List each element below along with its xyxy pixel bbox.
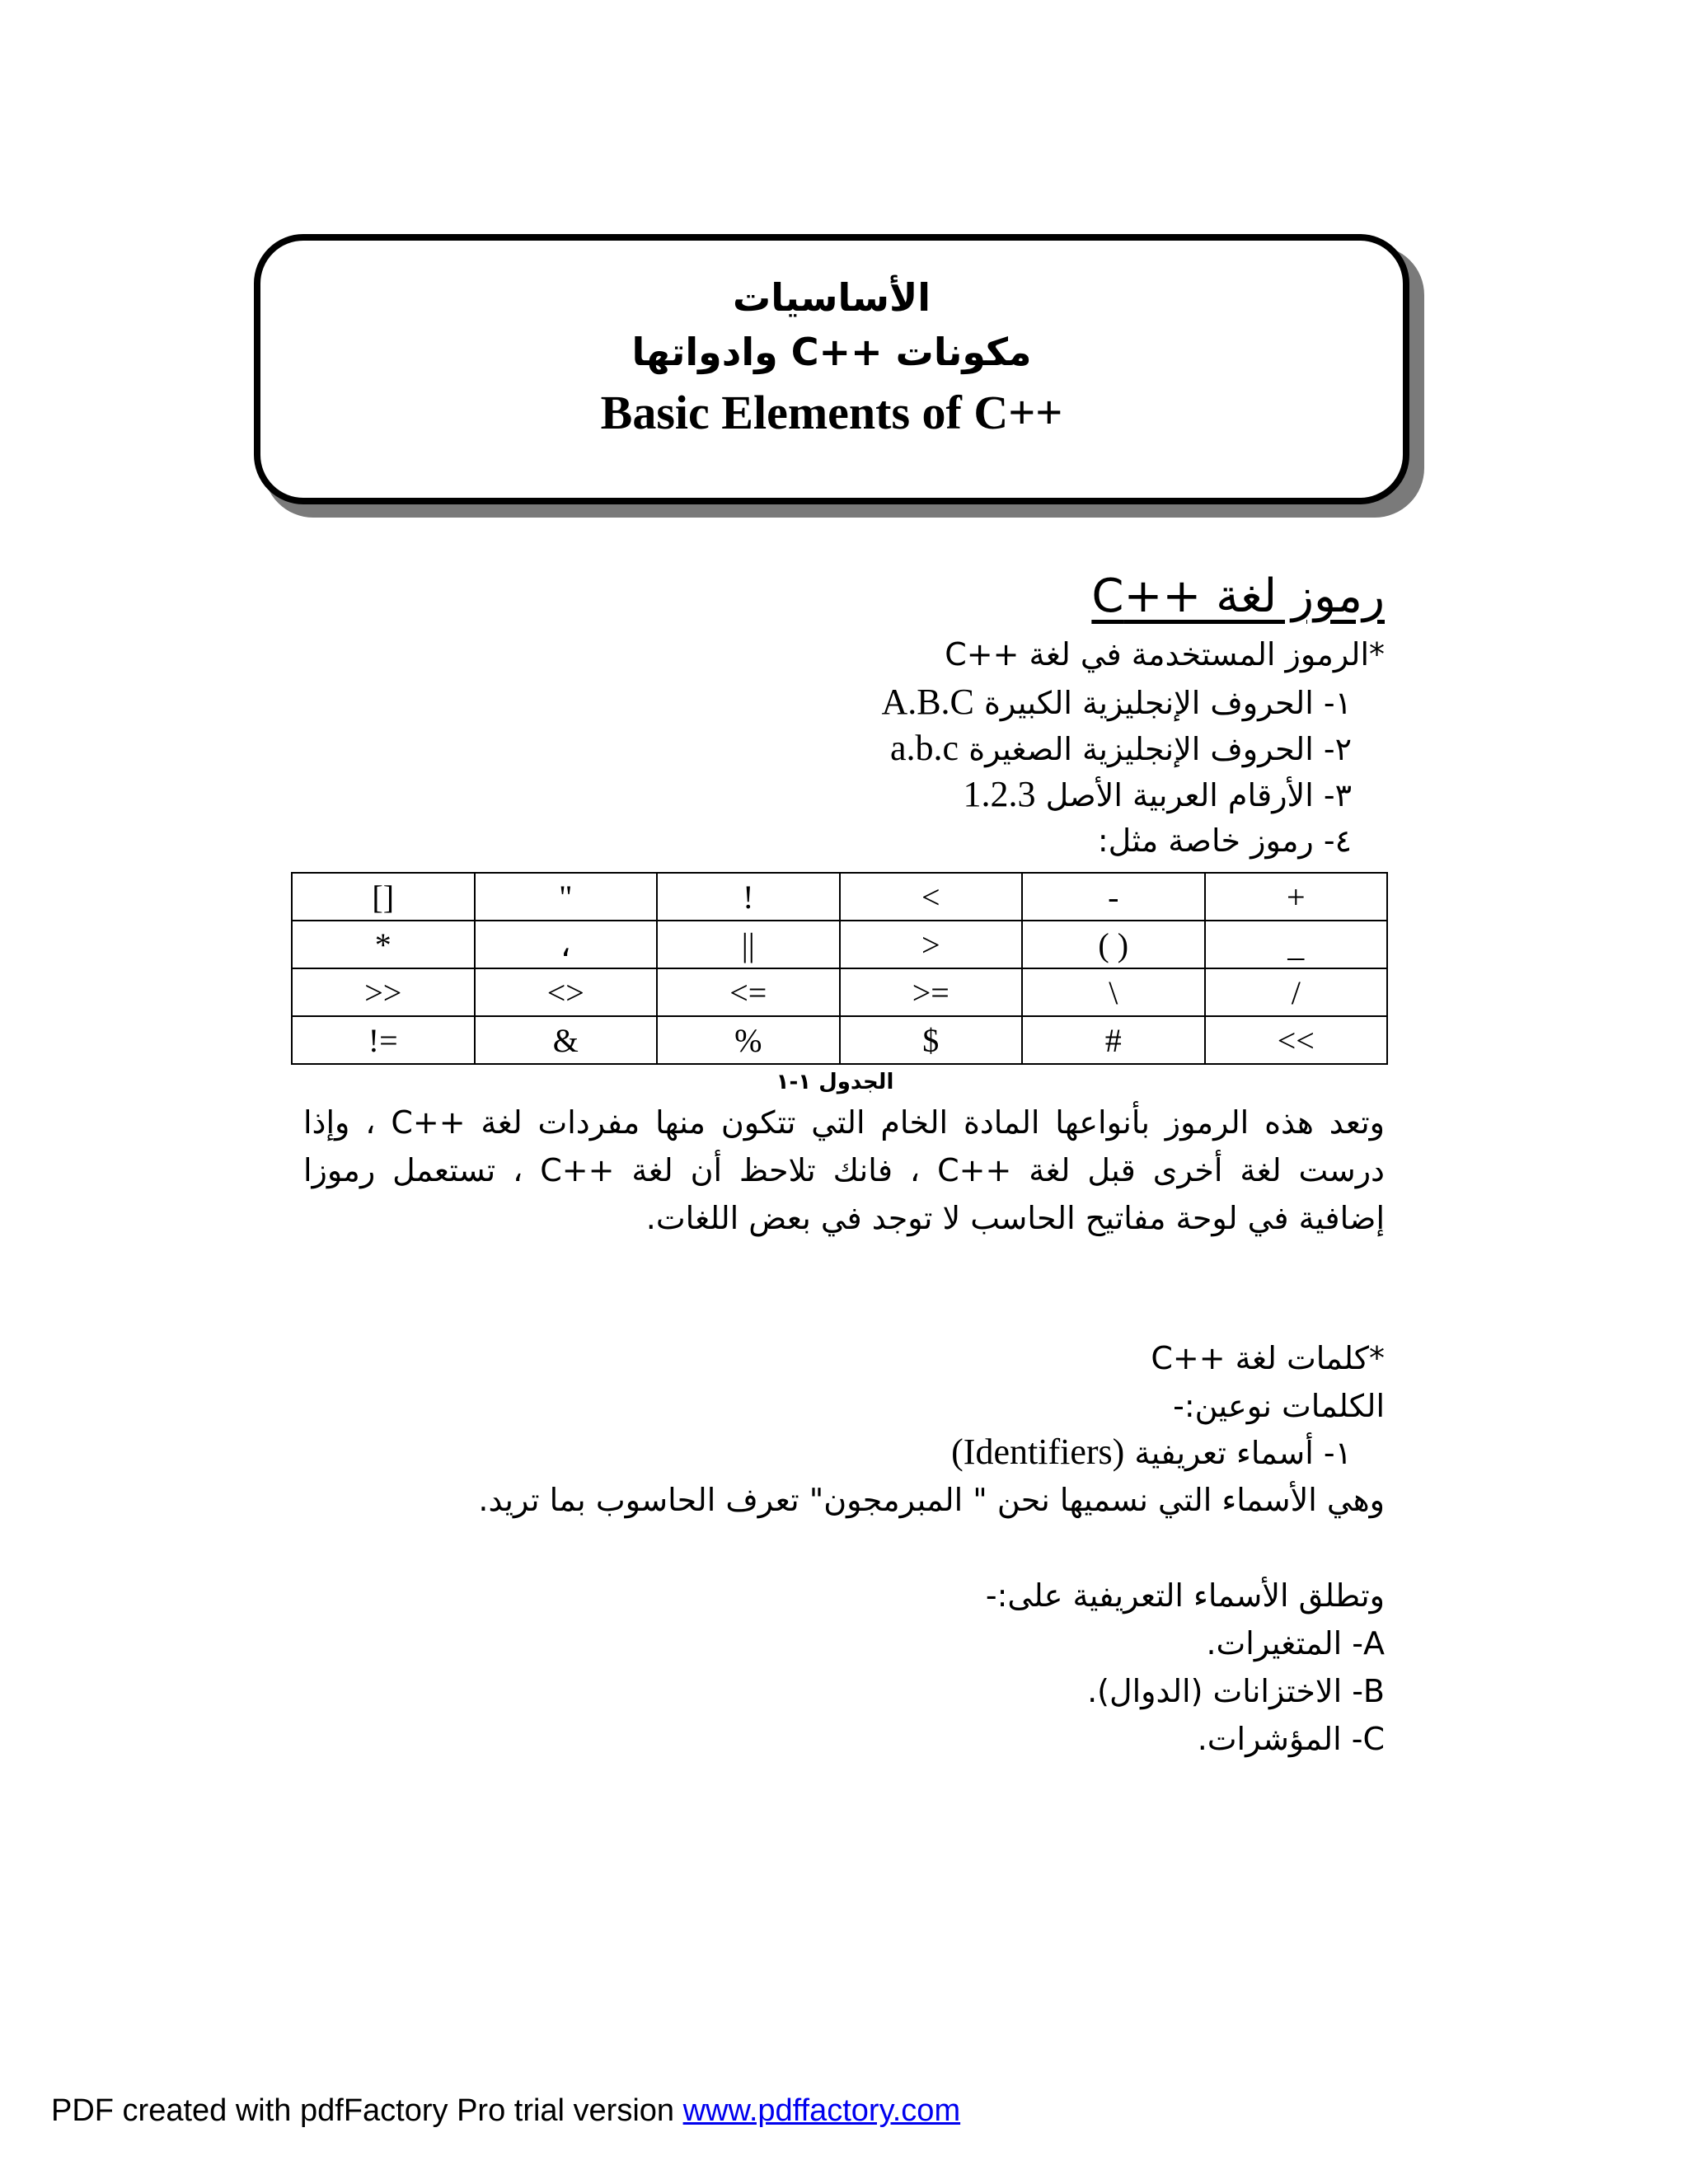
table-cell: > bbox=[840, 921, 1023, 968]
list-item-text: ٢- الحروف الإنجليزية الصغيرة bbox=[968, 731, 1352, 767]
symbols-table bbox=[291, 872, 1388, 1065]
table-cell: \ bbox=[1022, 968, 1205, 1016]
table-cell: <= bbox=[657, 968, 840, 1016]
title-english: Basic Elements of C++ bbox=[600, 386, 1063, 439]
paragraph-line: إضافية في لوحة مفاتيح الحاسب لا توجد في بعض اللغات. bbox=[645, 1200, 1385, 1236]
words-types-line: الكلمات نوعين:- bbox=[1173, 1388, 1385, 1424]
table-row bbox=[292, 968, 1387, 1016]
symbols-intro: *الرموز المستخدمة في لغة ++C bbox=[945, 636, 1385, 673]
footer-link[interactable]: www.pdffactory.com bbox=[682, 2093, 961, 2128]
table-cell: & bbox=[475, 1016, 658, 1064]
table-cell: % bbox=[657, 1016, 840, 1064]
title-arabic-sub: مكونات ++C وادواتها bbox=[631, 330, 1032, 374]
list-item bbox=[964, 773, 1352, 817]
list-item-text: ١- الحروف الإنجليزية الكبيرة bbox=[984, 685, 1352, 721]
table-cell: ( ) bbox=[1022, 921, 1205, 968]
list-item: B- الاختزانات (الدوال). bbox=[1087, 1673, 1385, 1709]
table-cell: [] bbox=[292, 873, 475, 921]
table-cell: ، bbox=[475, 921, 658, 968]
title-box bbox=[254, 234, 1409, 504]
paragraph-line: درست لغة أخرى قبل لغة ++C ، فانك تلاحظ أن لغة ++C ، تستعمل رموزا bbox=[303, 1152, 1385, 1188]
table-cell: + bbox=[1205, 873, 1388, 921]
table-cell: || bbox=[657, 921, 840, 968]
identifiers-usage-intro: وتطلق الأسماء التعريفية على:- bbox=[985, 1577, 1385, 1614]
list-item: A- المتغيرات. bbox=[1206, 1625, 1385, 1661]
list-item bbox=[881, 681, 1352, 724]
table-row bbox=[292, 1016, 1387, 1064]
list-item-latin: 1.2.3 bbox=[963, 774, 1036, 814]
list-item-latin: (Identifiers) bbox=[951, 1432, 1125, 1472]
table-cell: * bbox=[292, 921, 475, 968]
list-item bbox=[951, 1431, 1352, 1474]
table-cell: << bbox=[1205, 1016, 1388, 1064]
list-item-text: ١- أسماء تعريفية bbox=[1134, 1435, 1352, 1471]
section-heading-symbols: رموز لغة ++C bbox=[1091, 569, 1385, 623]
table-caption: الجدول ١-١ bbox=[776, 1070, 894, 1094]
table-row bbox=[292, 921, 1387, 968]
list-item-text: ٣- الأرقام العربية الأصل bbox=[1045, 777, 1352, 813]
list-item: C- المؤشرات. bbox=[1197, 1721, 1385, 1757]
table-cell: - bbox=[1022, 873, 1205, 921]
list-item bbox=[1098, 819, 1352, 862]
table-cell: != bbox=[292, 1016, 475, 1064]
identifiers-description: وهي الأسماء التي نسميها نحن " المبرمجون" تعرف الحاسوب بما تريد. bbox=[478, 1482, 1385, 1518]
title-arabic-main: الأساسيات bbox=[732, 275, 931, 320]
list-item-latin: A.B.C bbox=[881, 682, 974, 722]
section-heading-words: *كلمات لغة ++C bbox=[1151, 1340, 1385, 1376]
table-cell: # bbox=[1022, 1016, 1205, 1064]
table-cell: _ bbox=[1205, 921, 1388, 968]
list-item-text: ٤- رموز خاصة مثل: bbox=[1097, 823, 1352, 859]
table-cell: $ bbox=[840, 1016, 1023, 1064]
list-item bbox=[890, 727, 1352, 771]
table-cell: <> bbox=[475, 968, 658, 1016]
table-cell: >= bbox=[840, 968, 1023, 1016]
table-cell: / bbox=[1205, 968, 1388, 1016]
paragraph-line: وتعد هذه الرموز بأنواعها المادة الخام التي تتكون منها مفردات لغة ++C ، وإذا bbox=[303, 1104, 1385, 1141]
table-cell: ! bbox=[657, 873, 840, 921]
list-item-latin: a.b.c bbox=[890, 728, 959, 768]
table-cell: " bbox=[475, 873, 658, 921]
footer-text: PDF created with pdfFactory Pro trial version bbox=[51, 2093, 683, 2128]
table-row bbox=[292, 873, 1387, 921]
pdf-footer bbox=[51, 2093, 960, 2129]
table-cell: >> bbox=[292, 968, 475, 1016]
table-cell: < bbox=[840, 873, 1023, 921]
